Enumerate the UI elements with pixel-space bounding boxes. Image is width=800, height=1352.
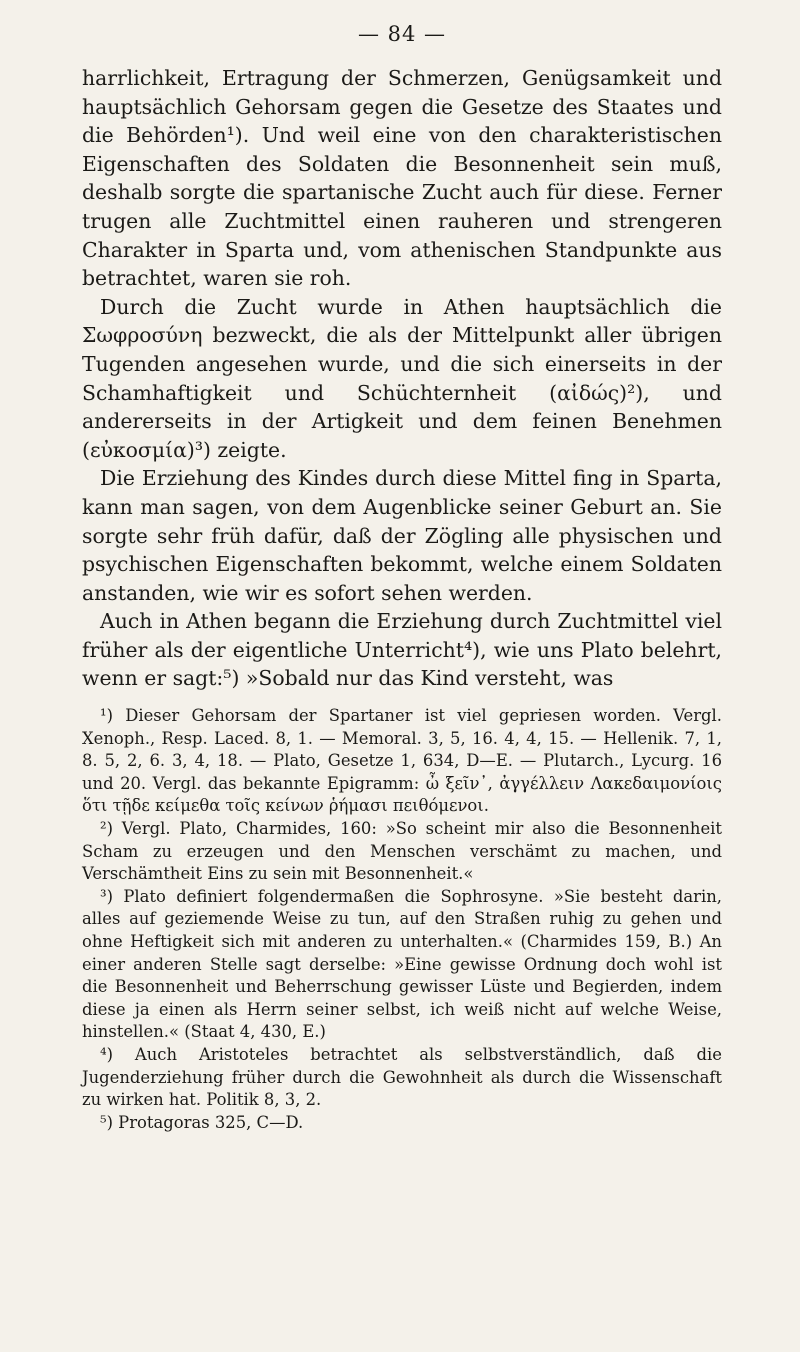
paragraph-1: harrlichkeit, Ertragung der Schmerzen, Genügsamkeit und hauptsächlich Gehorsam gegen die Gesetze des Staates und die Behörden¹). Und weil eine von den charakteristischen Eigenschaften des Soldaten die Besonnenheit sein muß, deshalb sorgte die spartanische Zucht auch für diese. Ferner trugen alle Zuchtmittel einen rauheren und strengeren Charakter in Sparta und, vom athenischen Standpunkte aus betrachtet, waren sie roh. [82, 66, 722, 291]
main-text [82, 64, 722, 693]
paragraph-3: Die Erziehung des Kindes durch diese Mittel fing in Sparta, kann man sagen, von dem Augenblicke seiner Geburt an. Sie sorgte sehr früh dafür, daß der Zögling alle physischen und psychischen Eigenschaften bekommt, welche einem Soldaten anstanden, wie wir es sofort sehen werden. [82, 466, 722, 605]
footnote-2: ²) Vergl. Plato, Charmides, 160: »So scheint mir also die Besonnenheit Scham zu erzeugen und den Menschen verschämt zu machen, und Verschämtheit Eins zu sein mit Besonnenheit.« [82, 819, 722, 884]
footnote-3: ³) Plato definiert folgendermaßen die Sophrosyne. »Sie besteht darin, alles auf geziemende Weise zu tun, auf den Straßen ruhig zu gehen und ohne Heftigkeit sich mit anderen zu unterhalten.« (Charmides 159, B.) An einer anderen Stelle sagt derselbe: »Eine gewisse Ordnung doch wohl ist die Besonnenheit und Beherrschung gewisser Lüste und Begierden, indem diese ja einen als Herrn seiner selbst, ich weiß nicht auf welche Weise, hinstellen.« (Staat 4, 430, E.) [82, 886, 722, 1042]
page-number: — 84 — [357, 22, 447, 46]
footnote-1: ¹) Dieser Gehorsam der Spartaner ist viel gepriesen worden. Vergl. Xenoph., Resp. Laced. 8, 1. — Memoral. 3, 5, 16. 4, 4, 15. — Hellenik. 7, 1, 8. 5, 2, 6. 3, 4, 18. — Plato, Gesetze 1, 634, D—E. — Plutarch., Lycurg. 16 und 20. Vergl. das bekannte Epigramm: ὦ ξεῖν᾽, ἀγγέλλειν Λακεδαιμονίοις ὅτι τῇδε κείμεθα τοῖς κείνων ῥήμασι πειθόμενοι. [82, 706, 722, 816]
footnote-5: ⁵) Protagoras 325, C—D. [100, 1112, 304, 1132]
paragraph-4: Auch in Athen begann die Erziehung durch Zuchtmittel viel früher als der eigentliche Unterricht⁴), wie uns Plato belehrt, wenn er sagt:⁵) »Sobald nur das Kind versteht, was [82, 609, 722, 691]
footnote-4: ⁴) Auch Aristoteles betrachtet als selbstverständlich, daß die Jugenderziehung früher durch die Gewohnheit als durch die Wissenschaft zu wirken hat. Politik 8, 3, 2. [82, 1044, 722, 1110]
footnotes [82, 705, 722, 1134]
paragraph-2: Durch die Zucht wurde in Athen hauptsächlich die Σωφροσύνη bezweckt, die als der Mittelpunkt aller übrigen Tugenden angesehen wurde, und die sich einerseits in der Schamhaftigkeit und Schüchternheit (αἰδώς)²), und andererseits in der Artigkeit und dem feinen Benehmen (εὐκοσμία)³) zeigte. [82, 294, 722, 462]
